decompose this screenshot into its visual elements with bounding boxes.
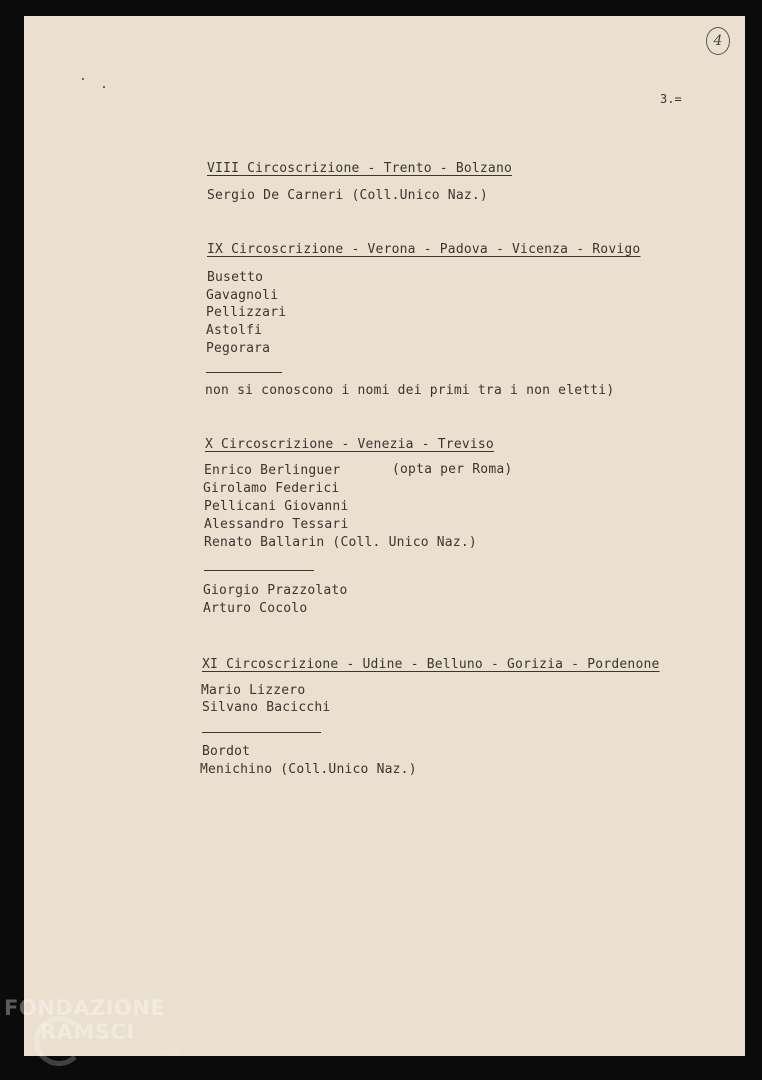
section-header-ix: IX Circoscrizione - Verona - Padova - Vicenza - Rovigo [207, 242, 641, 257]
elected-name: Pellizzari [206, 305, 287, 320]
non-elected-name: Giorgio Prazzolato [203, 583, 348, 598]
elected-name: Gavagnoli [206, 288, 279, 303]
ink-speck [103, 86, 105, 88]
elected-name: Astolfi [206, 323, 263, 338]
section-header-viii: VIII Circoscrizione - Trento - Bolzano [207, 161, 513, 176]
archive-watermark [4, 996, 194, 1076]
elected-name: Pegorara [206, 341, 271, 356]
section-header-x: X Circoscrizione - Venezia - Treviso [205, 437, 494, 452]
divider-rule [204, 570, 314, 571]
page-number: 3.= [660, 92, 682, 106]
document-page [24, 16, 745, 1056]
watermark-line-1: FONDAZIONE [4, 996, 166, 1020]
elected-name: Alessandro Tessari [204, 517, 349, 532]
divider-rule [202, 732, 321, 733]
elected-note: (opta per Roma) [392, 462, 513, 477]
elected-name: Silvano Bacicchi [202, 700, 331, 715]
non-elected-name: Arturo Cocolo [203, 601, 308, 616]
elected-name: Enrico Berlinguer [204, 463, 341, 478]
watermark-line-2: RAMSCI [40, 1020, 135, 1044]
section-note: non si conoscono i nomi dei primi tra i non eletti) [205, 383, 615, 398]
elected-name: Busetto [207, 270, 264, 285]
elected-name: Mario Lizzero [201, 683, 306, 698]
non-elected-name: Menichino (Coll.Unico Naz.) [200, 762, 417, 777]
ink-speck [82, 78, 84, 80]
folio-number: 4 [706, 27, 730, 55]
elected-name: Renato Ballarin (Coll. Unico Naz.) [204, 535, 477, 550]
divider-rule [206, 372, 282, 373]
non-elected-name: Bordot [202, 744, 251, 759]
section-header-xi: XI Circoscrizione - Udine - Belluno - Gorizia - Pordenone [202, 657, 660, 672]
watermark-line-3: onlus [156, 1048, 181, 1058]
elected-name: Sergio De Carneri (Coll.Unico Naz.) [207, 188, 488, 203]
elected-name: Girolamo Federici [203, 481, 340, 496]
elected-name: Pellicani Giovanni [204, 499, 349, 514]
